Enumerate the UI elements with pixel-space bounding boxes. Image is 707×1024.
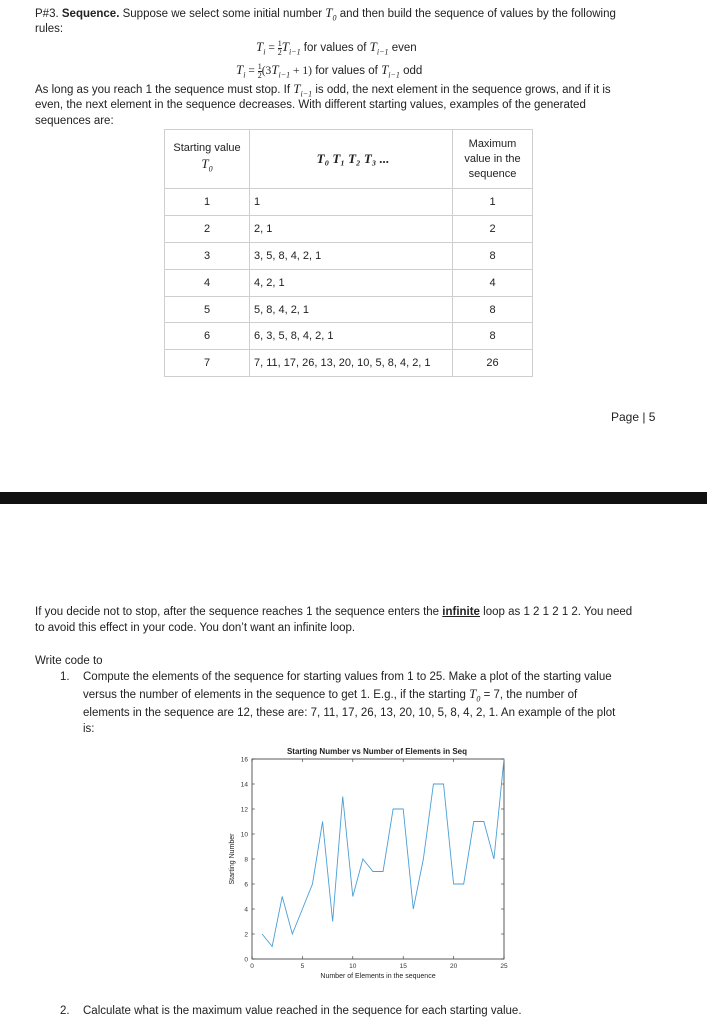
sequence-table xyxy=(164,129,533,377)
cell-sequence: 7, 11, 17, 26, 13, 20, 10, 5, 8, 4, 2, 1 xyxy=(250,350,453,377)
chart-title: Starting Number vs Number of Elements in Seq xyxy=(286,747,468,756)
header-max-l2: value in the xyxy=(464,152,521,165)
item1-line2b: = 7, the number of xyxy=(483,689,578,701)
y-tick-label: 6 xyxy=(244,881,248,889)
header-sequence xyxy=(250,130,453,189)
x-tick-label: 15 xyxy=(399,963,407,970)
y-tick-label: 12 xyxy=(240,806,248,814)
table-row xyxy=(165,350,533,377)
header-max-l3: sequence xyxy=(468,167,517,180)
cell-start: 2 xyxy=(165,215,250,242)
cell-start: 6 xyxy=(165,323,250,350)
table-row xyxy=(165,189,533,216)
plot-area xyxy=(252,759,504,959)
infinite-loop-para xyxy=(35,604,632,620)
cell-max: 8 xyxy=(453,323,533,350)
item2-number: 2. xyxy=(60,1005,70,1017)
rule-even: $T_i$ = $\frac{1}{2}$ $T_{i-1}$ for values of $T_{i-1}$ even xyxy=(256,38,417,57)
header-start-label: Starting value xyxy=(173,142,241,155)
item1-line2: versus the number of elements in the sequence to get 1. E.g., if the starting $T_0 = 7$, the number of xyxy=(83,686,578,704)
table-row xyxy=(165,215,533,242)
infinite-word: infinite xyxy=(442,606,480,618)
cell-sequence: 1 xyxy=(250,189,453,216)
table-header-row xyxy=(165,130,533,189)
para-line2: even, the next element in the sequence decreases. With different starting values, examples of the generated xyxy=(35,99,586,111)
intro-line2: rules: xyxy=(35,23,64,35)
item2-text: Calculate what is the maximum value reached in the sequence for each starting value. xyxy=(83,1005,522,1017)
rule-even-tail: even xyxy=(391,42,417,54)
table-row xyxy=(165,296,533,323)
x-axis-label: Number of Elements in the sequence xyxy=(320,973,436,980)
para-stop-text-b: is odd, the next element in the sequence grows, and if it is xyxy=(315,84,611,96)
table-row xyxy=(165,323,533,350)
x-tick-label: 20 xyxy=(449,963,458,970)
intro-text: Suppose we select some initial number xyxy=(122,8,323,20)
infinite-text-a: If you decide not to stop, after the sequence reaches 1 the sequence enters the xyxy=(35,606,440,618)
header-max-value xyxy=(453,130,533,189)
rule-odd-formula: $T_i$ = $\frac{1}{2}$ $(3T_{i-1} + 1)$ xyxy=(236,61,312,80)
cell-sequence: 2, 1 xyxy=(250,215,453,242)
rule-odd-tail: odd xyxy=(403,65,423,77)
header-seq-label: T₀ T₁ T₂ T₃ ... xyxy=(316,150,390,166)
x-tick-label: 10 xyxy=(349,963,357,970)
y-tick-label: 16 xyxy=(240,756,248,764)
item1-line3: elements in the sequence are 12, these are: 7, 11, 17, 26, 13, 20, 10, 5, 8, 4, 2, 1. An example of the plot xyxy=(83,707,616,719)
cell-start: 7 xyxy=(165,350,250,377)
cell-sequence: 5, 8, 4, 2, 1 xyxy=(250,296,453,323)
item1-number: 1. xyxy=(60,671,70,683)
cell-max: 2 xyxy=(453,215,533,242)
table-row xyxy=(165,269,533,296)
cell-start: 5 xyxy=(165,296,250,323)
problem-intro xyxy=(35,5,675,26)
intro-subscript: 0 xyxy=(332,13,337,23)
y-tick-label: 8 xyxy=(244,856,248,864)
cell-sequence: 3, 5, 8, 4, 2, 1 xyxy=(250,242,453,269)
header-max-l1: Maximum xyxy=(468,137,517,150)
header-starting-value xyxy=(165,130,250,189)
x-tick-label: 0 xyxy=(250,963,254,970)
header-start-var: $T_0$ xyxy=(201,156,213,174)
intro-tail: and then build the sequence of values by the following xyxy=(339,8,616,20)
cell-start: 1 xyxy=(165,189,250,216)
infinite-line2: to avoid this effect in your code. You don’t want an infinite loop. xyxy=(35,622,356,634)
cell-sequence: 6, 3, 5, 8, 4, 2, 1 xyxy=(250,323,453,350)
write-code-label: Write code to xyxy=(35,655,103,667)
rule-odd: $T_i$ = $\frac{1}{2}$ $(3T_{i-1} + 1)$ for values of $T_{i-1}$ odd xyxy=(236,61,423,80)
para-stop-text: As long as you reach 1 the sequence must stop. If xyxy=(35,84,291,96)
rule-even-text: for values of xyxy=(303,42,367,54)
rule-even-formula: $T_i$ = $\frac{1}{2}$ $T_{i-1}$ xyxy=(256,38,301,57)
rule-odd-text: for values of xyxy=(315,65,378,77)
y-axis-label: Starting Number xyxy=(229,833,236,885)
y-tick-label: 4 xyxy=(244,906,248,914)
page-number: Page | 5 xyxy=(611,410,656,424)
item1-line2a: versus the number of elements in the sequence to get 1. E.g., if the starting xyxy=(83,689,466,701)
cell-max: 8 xyxy=(453,296,533,323)
y-tick-label: 2 xyxy=(244,931,248,939)
item1-line1: Compute the elements of the sequence for starting values from 1 to 25. Make a plot of the starting value xyxy=(83,671,612,683)
cell-sequence: 4, 2, 1 xyxy=(250,269,453,296)
cell-start: 3 xyxy=(165,242,250,269)
y-tick-label: 0 xyxy=(244,956,248,964)
problem-label: P#3. xyxy=(35,8,59,20)
item1-line4: is: xyxy=(83,723,95,735)
page-divider xyxy=(0,492,707,504)
problem-title: Sequence. xyxy=(61,8,120,20)
x-tick-label: 25 xyxy=(500,963,508,970)
paragraph-stop: As long as you reach 1 the sequence must stop. If $T_{i-1}$ is odd, the next element in the sequence grows, and if it is xyxy=(35,81,611,99)
table-row xyxy=(165,242,533,269)
cell-start: 4 xyxy=(165,269,250,296)
chart xyxy=(200,740,530,990)
y-tick-label: 10 xyxy=(240,831,248,839)
cell-max: 1 xyxy=(453,189,533,216)
x-tick-label: 5 xyxy=(300,963,305,970)
infinite-text-b: loop as 1 2 1 2 1 2. You need xyxy=(483,606,633,618)
cell-max: 26 xyxy=(453,350,533,377)
y-tick-label: 14 xyxy=(240,781,248,789)
cell-max: 8 xyxy=(453,242,533,269)
intro-variable: T xyxy=(325,5,333,20)
cell-max: 4 xyxy=(453,269,533,296)
para-line3: sequences are: xyxy=(35,115,114,127)
